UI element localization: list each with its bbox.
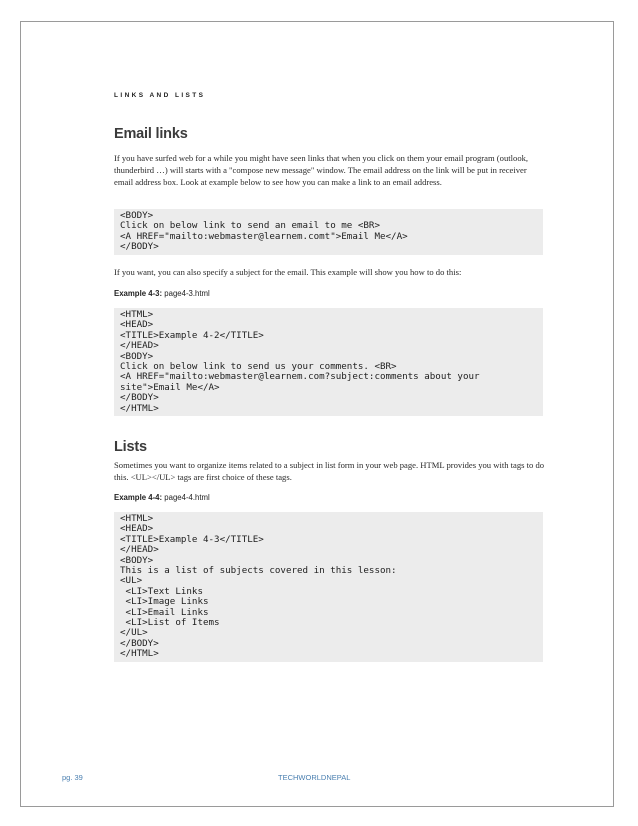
email-code-block: <BODY> Click on below link to send an email to me <BR> <A HREF="mailto:webmaster@learnem.comt">Email Me</A> </BODY> [114,209,543,255]
footer-site-name: TECHWORLDNEPAL [278,773,351,782]
subject-note: If you want, you can also specify a subject for the email. This example will show you how to do this: [114,267,462,277]
list-code-block: <HTML> <HEAD> <TITLE>Example 4-3</TITLE> </HEAD> <BODY> This is a list of subjects covered in this lesson: <UL> <LI>Text Links <LI>Image Links <LI>Email Links <LI>List of Items </UL> </BODY> </HTML> [114,512,543,662]
lists-intro: Sometimes you want to organize items related to a subject in list form in your web page. HTML provides you with tags to do this. <UL></UL> tags are first choice of these tags. [114,460,545,482]
lists-heading: Lists [114,439,147,455]
example-4-4-label [114,493,210,502]
example-4-3-label [114,289,210,298]
email-links-intro: If you have surfed web for a while you might have seen links that when you click on them your email program (outlook, thunderbird …) will starts with a "compose new message" window. The email address on the link will be put in receiver email address box. Look at example below to see how you can make a link to an email address. [114,153,529,187]
example-4-4-file: page4-4.html [162,493,210,502]
email-links-heading: Email links [114,126,188,142]
subject-code-block: <HTML> <HEAD> <TITLE>Example 4-2</TITLE> </HEAD> <BODY> Click on below link to send us your comments. <BR> <A HREF="mailto:webmaster@learnem.com?subject:comments about your site">Email Me</A> </BODY> </HTML> [114,308,543,416]
section-label: LINKS AND LISTS [114,92,206,99]
example-4-3-file: page4-3.html [162,289,210,298]
example-4-3-number: Example 4-3: [114,289,163,298]
page-number: pg. 39 [62,773,83,782]
example-4-4-number: Example 4-4: [114,493,163,502]
